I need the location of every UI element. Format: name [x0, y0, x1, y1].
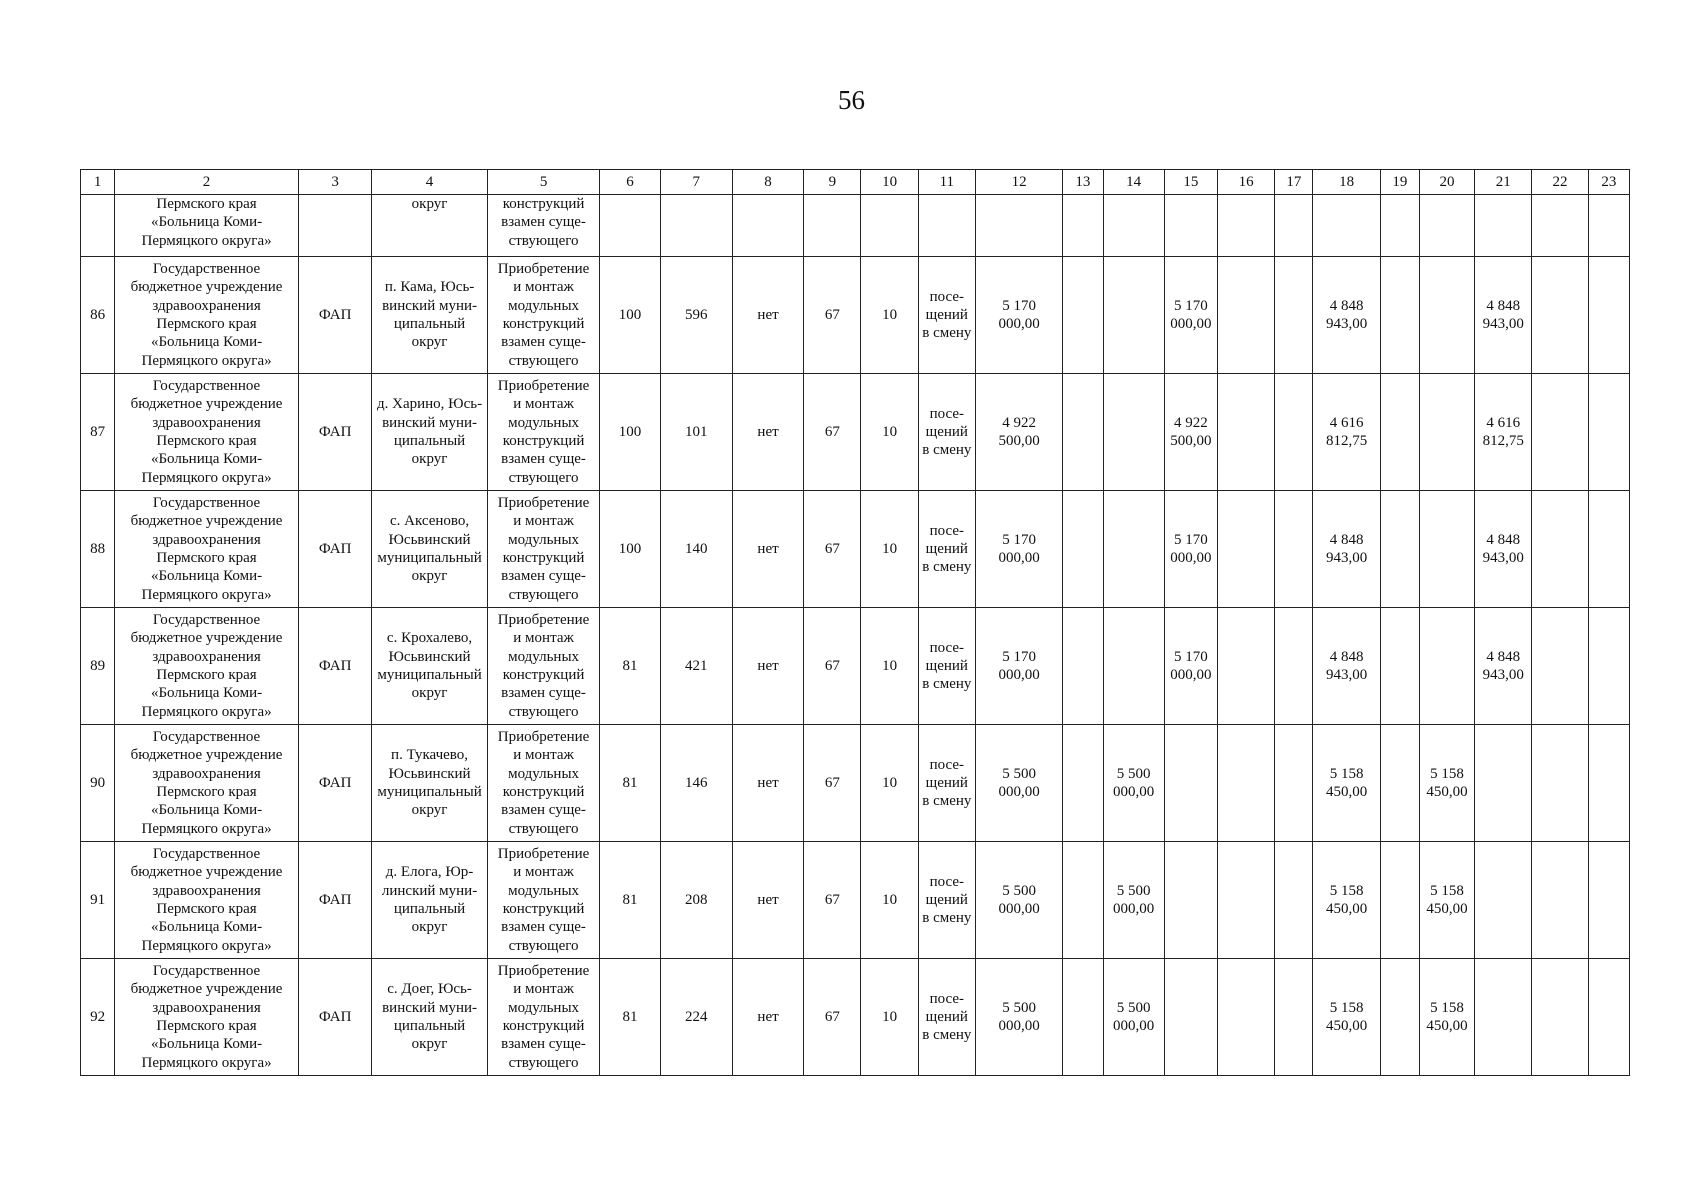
- cell-col-9: 9: [804, 170, 861, 195]
- cell-col-9: 67: [804, 959, 861, 1076]
- cell-col-7: [660, 195, 732, 257]
- cell-col-13: 13: [1063, 170, 1103, 195]
- cell-col-13: [1063, 842, 1103, 959]
- cell-col-8: нет: [732, 257, 803, 374]
- cell-col-19: [1380, 491, 1419, 608]
- cell-col-13: [1063, 491, 1103, 608]
- data-table: [80, 169, 1630, 1076]
- cell-col-4: п. Тукачево, Юсьвинский муниципальный округ: [372, 725, 488, 842]
- cell-col-14: 5 500 000,00: [1103, 842, 1164, 959]
- table-row: [81, 491, 1630, 608]
- cell-col-16: [1218, 491, 1275, 608]
- cell-col-7: 101: [660, 374, 732, 491]
- cell-col-17: [1275, 959, 1313, 1076]
- cell-col-20: [1419, 491, 1474, 608]
- cell-col-17: [1275, 491, 1313, 608]
- table-row: [81, 959, 1630, 1076]
- cell-col-9: [804, 195, 861, 257]
- cell-col-2: 2: [115, 170, 299, 195]
- cell-col-21: [1475, 195, 1532, 257]
- cell-col-15: [1164, 842, 1217, 959]
- cell-col-18: 4 848 943,00: [1313, 257, 1380, 374]
- cell-col-22: [1532, 608, 1588, 725]
- cell-col-9: 67: [804, 725, 861, 842]
- cell-col-13: [1063, 257, 1103, 374]
- cell-col-9: 67: [804, 842, 861, 959]
- cell-col-22: [1532, 491, 1588, 608]
- cell-col-13: [1063, 959, 1103, 1076]
- cell-col-9: 67: [804, 608, 861, 725]
- cell-col-14: [1103, 608, 1164, 725]
- cell-col-9: 67: [804, 257, 861, 374]
- cell-col-18: 5 158 450,00: [1313, 842, 1380, 959]
- cell-col-8: нет: [732, 374, 803, 491]
- cell-col-5: Приобретение и монтаж модульных конструкций взамен суще- ствующего: [487, 608, 600, 725]
- table-row: [81, 842, 1630, 959]
- cell-col-1: 92: [81, 959, 115, 1076]
- cell-col-6: 81: [600, 959, 660, 1076]
- table-row: [81, 257, 1630, 374]
- cell-col-22: [1532, 842, 1588, 959]
- cell-col-2: Государственное бюджетное учреждение здравоохранения Пермского края «Больница Коми- Пермяцкого округа»: [115, 608, 299, 725]
- cell-col-12: [975, 195, 1062, 257]
- cell-col-14: [1103, 195, 1164, 257]
- cell-col-6: 81: [600, 725, 660, 842]
- cell-col-2: Государственное бюджетное учреждение здравоохранения Пермского края «Больница Коми- Пермяцкого округа»: [115, 374, 299, 491]
- cell-col-14: [1103, 491, 1164, 608]
- cell-col-6: 100: [600, 374, 660, 491]
- cell-col-21: 4 848 943,00: [1475, 608, 1532, 725]
- cell-col-14: 5 500 000,00: [1103, 959, 1164, 1076]
- cell-col-14: [1103, 257, 1164, 374]
- cell-col-10: 10: [861, 374, 918, 491]
- cell-col-10: 10: [861, 608, 918, 725]
- cell-col-14: 14: [1103, 170, 1164, 195]
- cell-col-1: 89: [81, 608, 115, 725]
- cell-col-10: 10: [861, 842, 918, 959]
- cell-col-4: округ: [372, 195, 488, 257]
- cell-col-3: [298, 195, 371, 257]
- cell-col-10: 10: [861, 725, 918, 842]
- cell-col-4: д. Елога, Юр- линский муни- ципальный округ: [372, 842, 488, 959]
- cell-col-16: [1218, 608, 1275, 725]
- page-number: 56: [838, 85, 865, 115]
- cell-col-6: 81: [600, 608, 660, 725]
- cell-col-19: [1380, 195, 1419, 257]
- cell-col-3: ФАП: [298, 842, 371, 959]
- header-row: [81, 170, 1630, 195]
- cell-col-17: [1275, 725, 1313, 842]
- cell-col-12: 12: [975, 170, 1062, 195]
- cell-col-4: с. Доег, Юсь- винский муни- ципальный округ: [372, 959, 488, 1076]
- cell-col-23: [1588, 608, 1629, 725]
- cell-col-10: 10: [861, 170, 918, 195]
- cell-col-16: [1218, 257, 1275, 374]
- cell-col-1: 87: [81, 374, 115, 491]
- cell-col-16: 16: [1218, 170, 1275, 195]
- cell-col-22: [1532, 725, 1588, 842]
- cell-col-11: посе- щений в смену: [918, 725, 975, 842]
- cell-col-23: [1588, 842, 1629, 959]
- cell-col-8: нет: [732, 842, 803, 959]
- cell-col-20: [1419, 195, 1474, 257]
- cell-col-23: [1588, 725, 1629, 842]
- cell-col-21: 4 848 943,00: [1475, 257, 1532, 374]
- cell-col-12: 5 500 000,00: [975, 842, 1062, 959]
- cell-col-21: 4 848 943,00: [1475, 491, 1532, 608]
- cell-col-15: [1164, 959, 1217, 1076]
- cell-col-5: Приобретение и монтаж модульных конструкций взамен суще- ствующего: [487, 959, 600, 1076]
- cell-col-12: 4 922 500,00: [975, 374, 1062, 491]
- cell-col-12: 5 500 000,00: [975, 959, 1062, 1076]
- cell-col-23: [1588, 374, 1629, 491]
- cell-col-13: [1063, 195, 1103, 257]
- cell-col-17: [1275, 195, 1313, 257]
- cell-col-16: [1218, 195, 1275, 257]
- cell-col-7: 146: [660, 725, 732, 842]
- cell-col-21: [1475, 959, 1532, 1076]
- cell-col-15: 5 170 000,00: [1164, 257, 1217, 374]
- cell-col-1: 1: [81, 170, 115, 195]
- cell-col-3: ФАП: [298, 725, 371, 842]
- table-body: [81, 170, 1630, 1076]
- cell-col-18: 4 848 943,00: [1313, 608, 1380, 725]
- cell-col-15: 5 170 000,00: [1164, 608, 1217, 725]
- cell-col-8: нет: [732, 725, 803, 842]
- cell-col-19: [1380, 608, 1419, 725]
- cell-col-12: 5 170 000,00: [975, 257, 1062, 374]
- cell-col-8: нет: [732, 959, 803, 1076]
- cell-col-20: 5 158 450,00: [1419, 959, 1474, 1076]
- cell-col-18: 4 848 943,00: [1313, 491, 1380, 608]
- cell-col-1: 90: [81, 725, 115, 842]
- cell-col-18: 18: [1313, 170, 1380, 195]
- cell-col-2: Государственное бюджетное учреждение здравоохранения Пермского края «Больница Коми- Пермяцкого округа»: [115, 491, 299, 608]
- cell-col-13: [1063, 374, 1103, 491]
- cell-col-17: [1275, 842, 1313, 959]
- cell-col-19: [1380, 374, 1419, 491]
- cell-col-7: 596: [660, 257, 732, 374]
- cell-col-5: 5: [487, 170, 600, 195]
- cell-col-19: [1380, 842, 1419, 959]
- cell-col-7: 421: [660, 608, 732, 725]
- cell-col-2: Государственное бюджетное учреждение здравоохранения Пермского края «Больница Коми- Пермяцкого округа»: [115, 725, 299, 842]
- cell-col-3: ФАП: [298, 257, 371, 374]
- cell-col-20: [1419, 374, 1474, 491]
- cell-col-20: 5 158 450,00: [1419, 725, 1474, 842]
- table-row: [81, 608, 1630, 725]
- cell-col-18: 4 616 812,75: [1313, 374, 1380, 491]
- cell-col-19: [1380, 725, 1419, 842]
- cell-col-20: 5 158 450,00: [1419, 842, 1474, 959]
- cell-col-12: 5 500 000,00: [975, 725, 1062, 842]
- cell-col-23: [1588, 257, 1629, 374]
- cell-col-16: [1218, 959, 1275, 1076]
- cell-col-1: 88: [81, 491, 115, 608]
- cell-col-6: 100: [600, 257, 660, 374]
- cell-col-10: 10: [861, 257, 918, 374]
- cell-col-11: 11: [918, 170, 975, 195]
- cell-col-5: Приобретение и монтаж модульных конструкций взамен суще- ствующего: [487, 491, 600, 608]
- cell-col-7: 7: [660, 170, 732, 195]
- cell-col-17: [1275, 257, 1313, 374]
- cell-col-17: 17: [1275, 170, 1313, 195]
- table-row: [81, 725, 1630, 842]
- cell-col-7: 224: [660, 959, 732, 1076]
- cell-col-3: ФАП: [298, 608, 371, 725]
- cell-col-2: Государственное бюджетное учреждение здравоохранения Пермского края «Больница Коми- Пермяцкого округа»: [115, 959, 299, 1076]
- cell-col-2: Пермского края «Больница Коми- Пермяцкого округа»: [115, 195, 299, 257]
- cell-col-14: 5 500 000,00: [1103, 725, 1164, 842]
- cell-col-10: 10: [861, 959, 918, 1076]
- table-row: [81, 374, 1630, 491]
- cell-col-22: 22: [1532, 170, 1588, 195]
- cell-col-21: [1475, 842, 1532, 959]
- cell-col-1: 86: [81, 257, 115, 374]
- cell-col-3: ФАП: [298, 374, 371, 491]
- cell-col-6: 6: [600, 170, 660, 195]
- cell-col-16: [1218, 374, 1275, 491]
- continuation-row: [81, 195, 1630, 257]
- cell-col-22: [1532, 374, 1588, 491]
- cell-col-21: 21: [1475, 170, 1532, 195]
- cell-col-11: посе- щений в смену: [918, 959, 975, 1076]
- cell-col-9: 67: [804, 491, 861, 608]
- cell-col-11: посе- щений в смену: [918, 374, 975, 491]
- cell-col-2: Государственное бюджетное учреждение здравоохранения Пермского края «Больница Коми- Пермяцкого округа»: [115, 842, 299, 959]
- cell-col-15: 15: [1164, 170, 1217, 195]
- cell-col-23: [1588, 195, 1629, 257]
- cell-col-13: [1063, 608, 1103, 725]
- cell-col-5: Приобретение и монтаж модульных конструкций взамен суще- ствующего: [487, 842, 600, 959]
- cell-col-15: 4 922 500,00: [1164, 374, 1217, 491]
- cell-col-15: 5 170 000,00: [1164, 491, 1217, 608]
- cell-col-17: [1275, 374, 1313, 491]
- cell-col-23: [1588, 491, 1629, 608]
- cell-col-20: [1419, 608, 1474, 725]
- cell-col-5: Приобретение и монтаж модульных конструкций взамен суще- ствующего: [487, 257, 600, 374]
- cell-col-11: посе- щений в смену: [918, 491, 975, 608]
- cell-col-15: [1164, 725, 1217, 842]
- cell-col-20: [1419, 257, 1474, 374]
- cell-col-4: с. Аксеново, Юсьвинский муниципальный округ: [372, 491, 488, 608]
- cell-col-23: 23: [1588, 170, 1629, 195]
- cell-col-10: [861, 195, 918, 257]
- cell-col-17: [1275, 608, 1313, 725]
- cell-col-9: 67: [804, 374, 861, 491]
- cell-col-5: Приобретение и монтаж модульных конструкций взамен суще- ствующего: [487, 374, 600, 491]
- cell-col-20: 20: [1419, 170, 1474, 195]
- cell-col-14: [1103, 374, 1164, 491]
- cell-col-19: 19: [1380, 170, 1419, 195]
- cell-col-7: 208: [660, 842, 732, 959]
- cell-col-8: [732, 195, 803, 257]
- cell-col-22: [1532, 195, 1588, 257]
- cell-col-3: ФАП: [298, 959, 371, 1076]
- cell-col-18: 5 158 450,00: [1313, 725, 1380, 842]
- cell-col-10: 10: [861, 491, 918, 608]
- cell-col-21: 4 616 812,75: [1475, 374, 1532, 491]
- cell-col-12: 5 170 000,00: [975, 608, 1062, 725]
- cell-col-7: 140: [660, 491, 732, 608]
- cell-col-8: нет: [732, 491, 803, 608]
- cell-col-6: [600, 195, 660, 257]
- cell-col-11: посе- щений в смену: [918, 608, 975, 725]
- cell-col-4: д. Харино, Юсь- винский муни- ципальный округ: [372, 374, 488, 491]
- cell-col-18: 5 158 450,00: [1313, 959, 1380, 1076]
- cell-col-23: [1588, 959, 1629, 1076]
- cell-col-6: 100: [600, 491, 660, 608]
- cell-col-18: [1313, 195, 1380, 257]
- cell-col-16: [1218, 725, 1275, 842]
- cell-col-8: 8: [732, 170, 803, 195]
- cell-col-6: 81: [600, 842, 660, 959]
- cell-col-16: [1218, 842, 1275, 959]
- cell-col-19: [1380, 959, 1419, 1076]
- cell-col-3: 3: [298, 170, 371, 195]
- cell-col-13: [1063, 725, 1103, 842]
- cell-col-4: 4: [372, 170, 488, 195]
- cell-col-11: посе- щений в смену: [918, 842, 975, 959]
- cell-col-22: [1532, 959, 1588, 1076]
- cell-col-8: нет: [732, 608, 803, 725]
- cell-col-5: конструкций взамен суще- ствующего: [487, 195, 600, 257]
- cell-col-1: 91: [81, 842, 115, 959]
- cell-col-11: посе- щений в смену: [918, 257, 975, 374]
- cell-col-2: Государственное бюджетное учреждение здравоохранения Пермского края «Больница Коми- Пермяцкого округа»: [115, 257, 299, 374]
- cell-col-12: 5 170 000,00: [975, 491, 1062, 608]
- cell-col-4: п. Кама, Юсь- винский муни- ципальный округ: [372, 257, 488, 374]
- cell-col-5: Приобретение и монтаж модульных конструкций взамен суще- ствующего: [487, 725, 600, 842]
- cell-col-15: [1164, 195, 1217, 257]
- cell-col-22: [1532, 257, 1588, 374]
- cell-col-3: ФАП: [298, 491, 371, 608]
- cell-col-21: [1475, 725, 1532, 842]
- cell-col-11: [918, 195, 975, 257]
- cell-col-19: [1380, 257, 1419, 374]
- cell-col-1: [81, 195, 115, 257]
- cell-col-4: с. Крохалево, Юсьвинский муниципальный округ: [372, 608, 488, 725]
